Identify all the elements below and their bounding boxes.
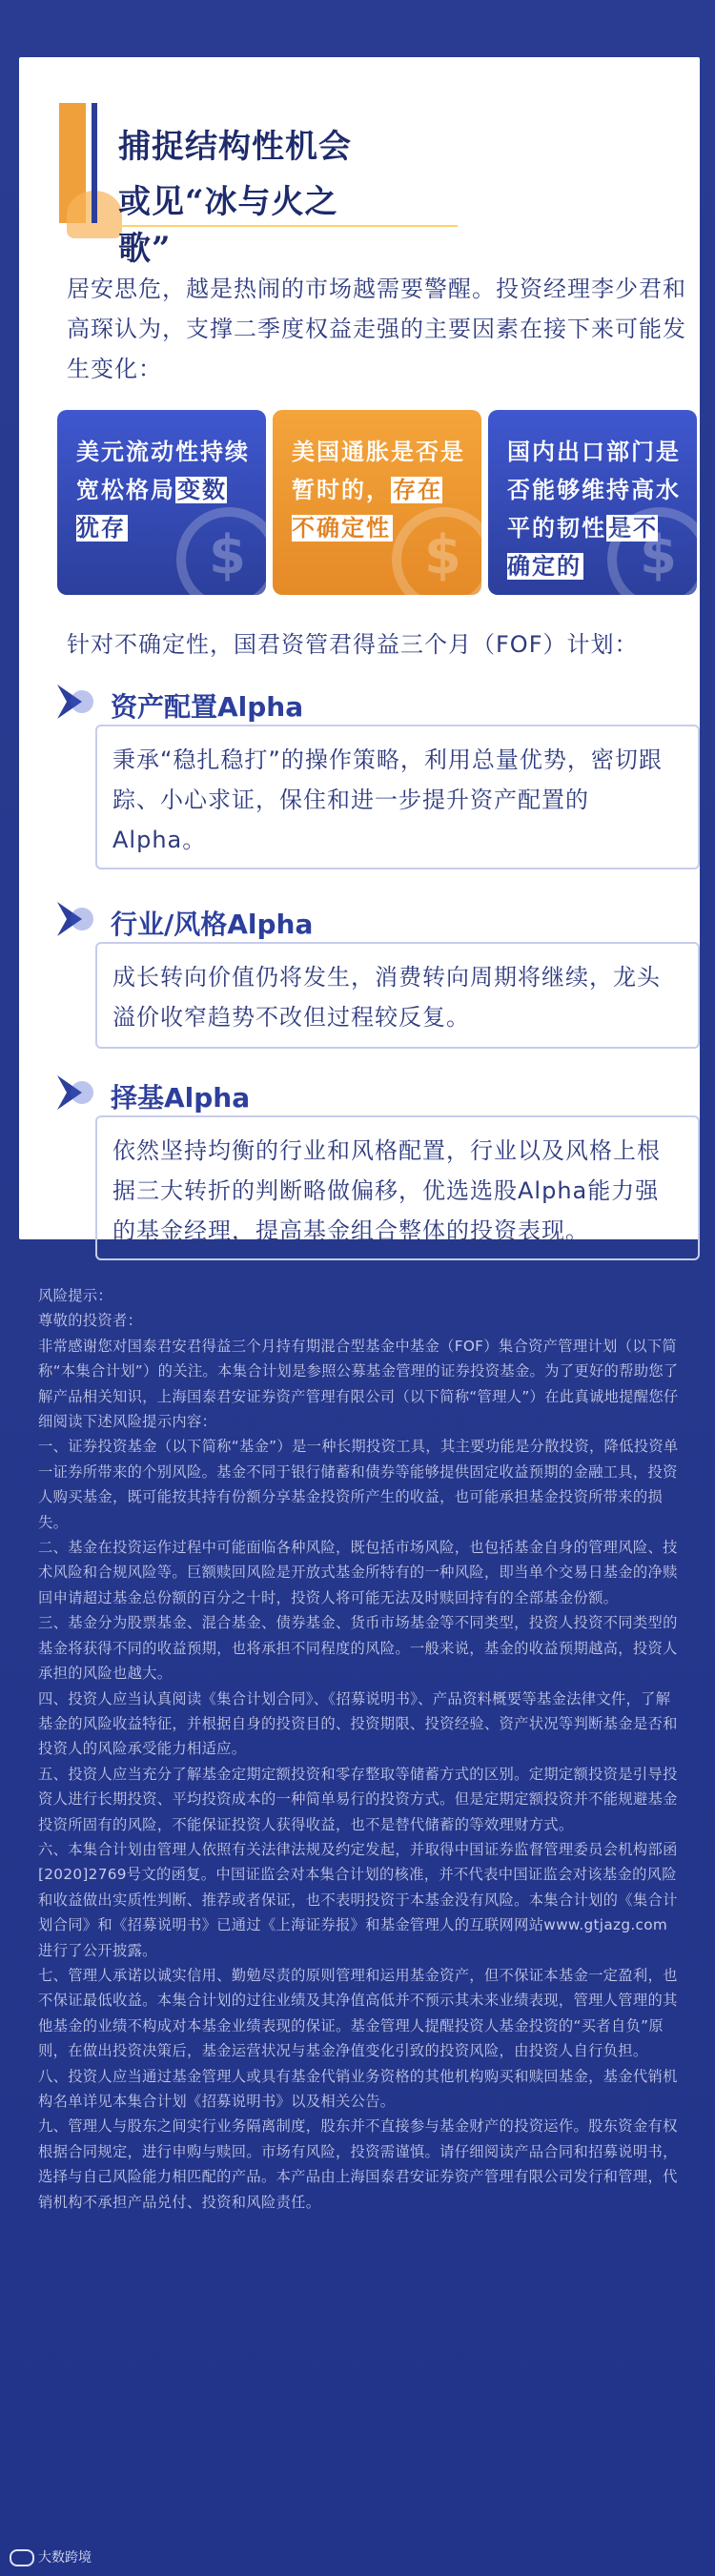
content-card [19,57,700,1244]
factor-card-usd-liquidity [57,410,266,595]
page-title-line2: 或见“冰与火之歌” [118,183,338,268]
chevron-right-icon [53,1070,99,1115]
risk-paragraph: 非常感谢您对国泰君安君得益三个月持有期混合型基金中基金（FOF）集合资产管理计划（以下简称“本集合计划”）的关注。本集合计划是参照公募基金管理的证券投资基金。为了更好的帮助您了解产品相关知识，上海国泰君安证券资产管理有限公司（以下简称“管理人”）在此真诚地提醒您仔细阅读下述风险提示内容： [38,1337,679,1431]
risk-paragraph: 五、投资人应当充分了解基金定期定额投资和零存整取等储蓄方式的区别。定期定额投资是引导投资人进行长期投资、平均投资成本的一种简单易行的投资方式。但是定期定额投资并不能规避基金投资所固有的风险，不能保证投资人获得收益，也不是替代储蓄的等效理财方式。 [38,1765,678,1833]
risk-paragraph: 七、管理人承诺以诚实信用、勤勉尽责的原则管理和运用基金资产，但不保证本基金一定盈利，也不保证最低收益。本集合计划的过往业绩及其净值高低并不预示其未来业绩表现，管理人管理的其他基金的业绩不构成对本基金业绩表现的保证。基金管理人提醒投资人基金投资的“买者自负”原则，在做出投资决策后，基金运营状况与基金净值变化引致的投资风险，由投资人自行负担。 [38,1966,678,2060]
header-divider [92,103,97,223]
factor-text: 国内出口部门是否能够维持高水平的韧性是不确定的 [507,439,681,580]
factor-text: 美国通胀是否是暂时的，存在不确定性 [292,439,465,542]
section-header [59,84,364,268]
section-title-asset-allocation: 资产配置Alpha [111,691,304,723]
dollar-coin-icon: $ [392,507,481,595]
risk-paragraph: 九、管理人与股东之间实行业务隔离制度，股东并不直接参与基金财产的投资运作。股东资金有权根据合同规定，进行申购与赎回。市场有风险，投资需谨慎。请仔细阅读产品合同和招募说明书，选择与自己风险能力相匹配的产品。本产品由上海国泰君安证券资产管理有限公司发行和管理，代销机构不承担产品兑付、投资和风险责任。 [38,2117,678,2211]
brand-logo-icon [10,2549,34,2566]
risk-paragraph: 三、基金分为股票基金、混合基金、债券基金、货币市场基金等不同类型，投资人投资不同类型的基金将获得不同的收益预期，也将承担不同程度的风险。一般来说，基金的收益预期越高，投资人承担的风险也越大。 [38,1614,678,1683]
risk-heading: 风险提示： [38,1287,112,1304]
footer-brand [10,2547,92,2566]
risk-paragraph: 一、证券投资基金（以下简称“基金”）是一种长期投资工具，其主要功能是分散投资，降低投资单一证券所带来的个别风险。基金不同于银行储蓄和债券等能够提供固定收益预期的金融工具，投资人购买基金，既可能按其持有份额分享基金投资所产生的收益，也可能承担基金投资所带来的损失。 [38,1438,679,1531]
intro-paragraph: 居安思危，越是热闹的市场越需要警醒。投资经理李少君和高琛认为，支撑二季度权益走强的主要因素在接下来可能发生变化： [67,276,686,382]
factor-card-us-inflation [273,410,481,595]
page-title-line1: 捕捉结构性机会 [118,128,352,166]
section-title-fund-selection: 择基Alpha [111,1082,251,1114]
risk-paragraph: 二、基金在投资运作过程中可能面临各种风险，既包括市场风险，也包括基金自身的管理风险、技术风险和合规风险等。巨额赎回风险是开放式基金所特有的一种风险，即当单个交易日基金的净赎回申请超过基金总份额的百分之十时，投资人将可能无法及时赎回持有的全部基金份额。 [38,1539,678,1606]
section-title-industry-style: 行业/风格Alpha [111,909,314,940]
factor-card-export [488,410,697,595]
chevron-right-icon [53,679,99,725]
risk-disclosure [38,1283,679,2215]
section-body-asset-allocation: 秉承“稳扎稳打”的操作策略，利用总量优势，密切跟踪、小心求证，保住和进一步提升资产配置的Alpha。 [95,725,700,869]
dollar-coin-icon: $ [607,507,697,595]
section-body-fund-selection: 依然坚持均衡的行业和风格配置，行业以及风格上根据三大转折的判断略做偏移，优选选股Alpha能力强的基金经理，提高基金组合整体的投资表现。 [95,1115,700,1260]
risk-salutation: 尊敬的投资者： [38,1312,143,1330]
factor-text: 美元流动性持续宽松格局变数犹存 [76,439,250,542]
plan-lead-text: 针对不确定性，国君资管君得益三个月（FOF）计划： [67,631,639,658]
risk-paragraph: 四、投资人应当认真阅读《集合计划合同》、《招募说明书》、产品资料概要等基金法律文件，了解基金的风险收益特征，并根据自身的投资目的、投资期限、投资经验、资产状况等判断基金是否和投资人的风险承受能力相适应。 [38,1689,678,1758]
brand-name: 大数跨境 [38,2550,92,2566]
risk-paragraph: 八、投资人应当通过基金管理人或具有基金代销业务资格的其他机构购买和赎回基金，基金代销机构名单详见本集合计划《招募说明书》以及相关公告。 [38,2067,678,2110]
title-underline [118,225,458,227]
factor-highlight: 存在不确定性 [292,477,442,542]
risk-paragraph: 六、本集合计划由管理人依照有关法律法规及约定发起，并取得中国证券监督管理委员会机构部函[2020]2769号文的函复。中国证监会对本集合计划的核准，并不代表中国证监会对该基金的风险和收益做出实质性判断、推荐或者保证，也不表明投资于本基金没有风险。本集合计划的《集合计划合同》和《招募说明书》已通过《上海证券报》和基金管理人的互联网网站www.gtjazg.com进行了公开披露。 [38,1840,678,1959]
factor-highlight: 变数犹存 [76,477,227,542]
chevron-right-icon [53,896,99,942]
section-body-industry-style: 成长转向价值仍将发生，消费转向周期将继续，龙头溢价收窄趋势不改但过程较反复。 [95,942,700,1049]
factor-highlight: 是不确定的 [507,515,658,580]
dollar-coin-icon: $ [176,507,266,595]
